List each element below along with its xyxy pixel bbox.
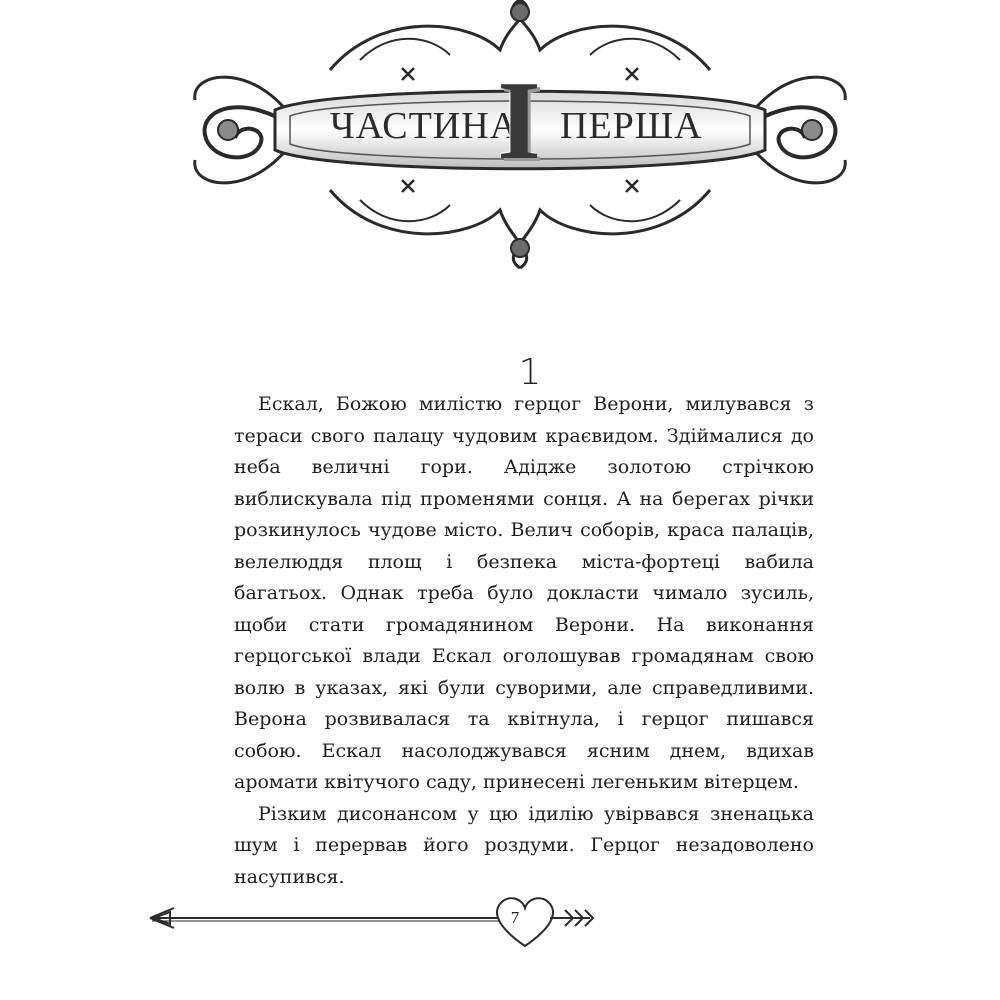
part-numeral: I [497,59,541,183]
footer-arrow [140,884,610,954]
part-label-left: ЧАСТИНА [330,105,519,147]
part-label-right: ПЕРША [560,105,703,147]
page-number: 7 [510,908,520,927]
chapter-number: 1 [518,352,542,393]
chapter-body [234,389,814,893]
paragraph: Різким дисонансом у цю ідилію увірвався зненацька шум і перервав його роздуми. Герцог незадоволено насупився. [234,802,814,888]
paragraph: Ескал, Божою милістю герцог Верони, милувався з тераси свого палацу чудовим краєвидом. Здіймалися до неба величні гори. Адідже золотою стрічкою виблискувала під променями сонця. А на берегах річки розкинулось чудове місто. Велич соборів, краса палаців, велелюддя площ і безпека міста-фортеці вабила багатьох. Однак треба було докласти чимало зусиль, щоби стати громадянином Верони. На виконання герцогської влади Ескал оголошував громадянам свою волю в указах, які були суворими, але справедливими. Верона розвивалася та квітнула, і герцог пишався собою. Ескал насолоджувався ясним днем, вдихав аромати квітучого саду, принесені легеньким вітерцем. [234,393,814,793]
arrow-heart-icon [140,884,610,954]
part-title-banner [180,0,860,270]
